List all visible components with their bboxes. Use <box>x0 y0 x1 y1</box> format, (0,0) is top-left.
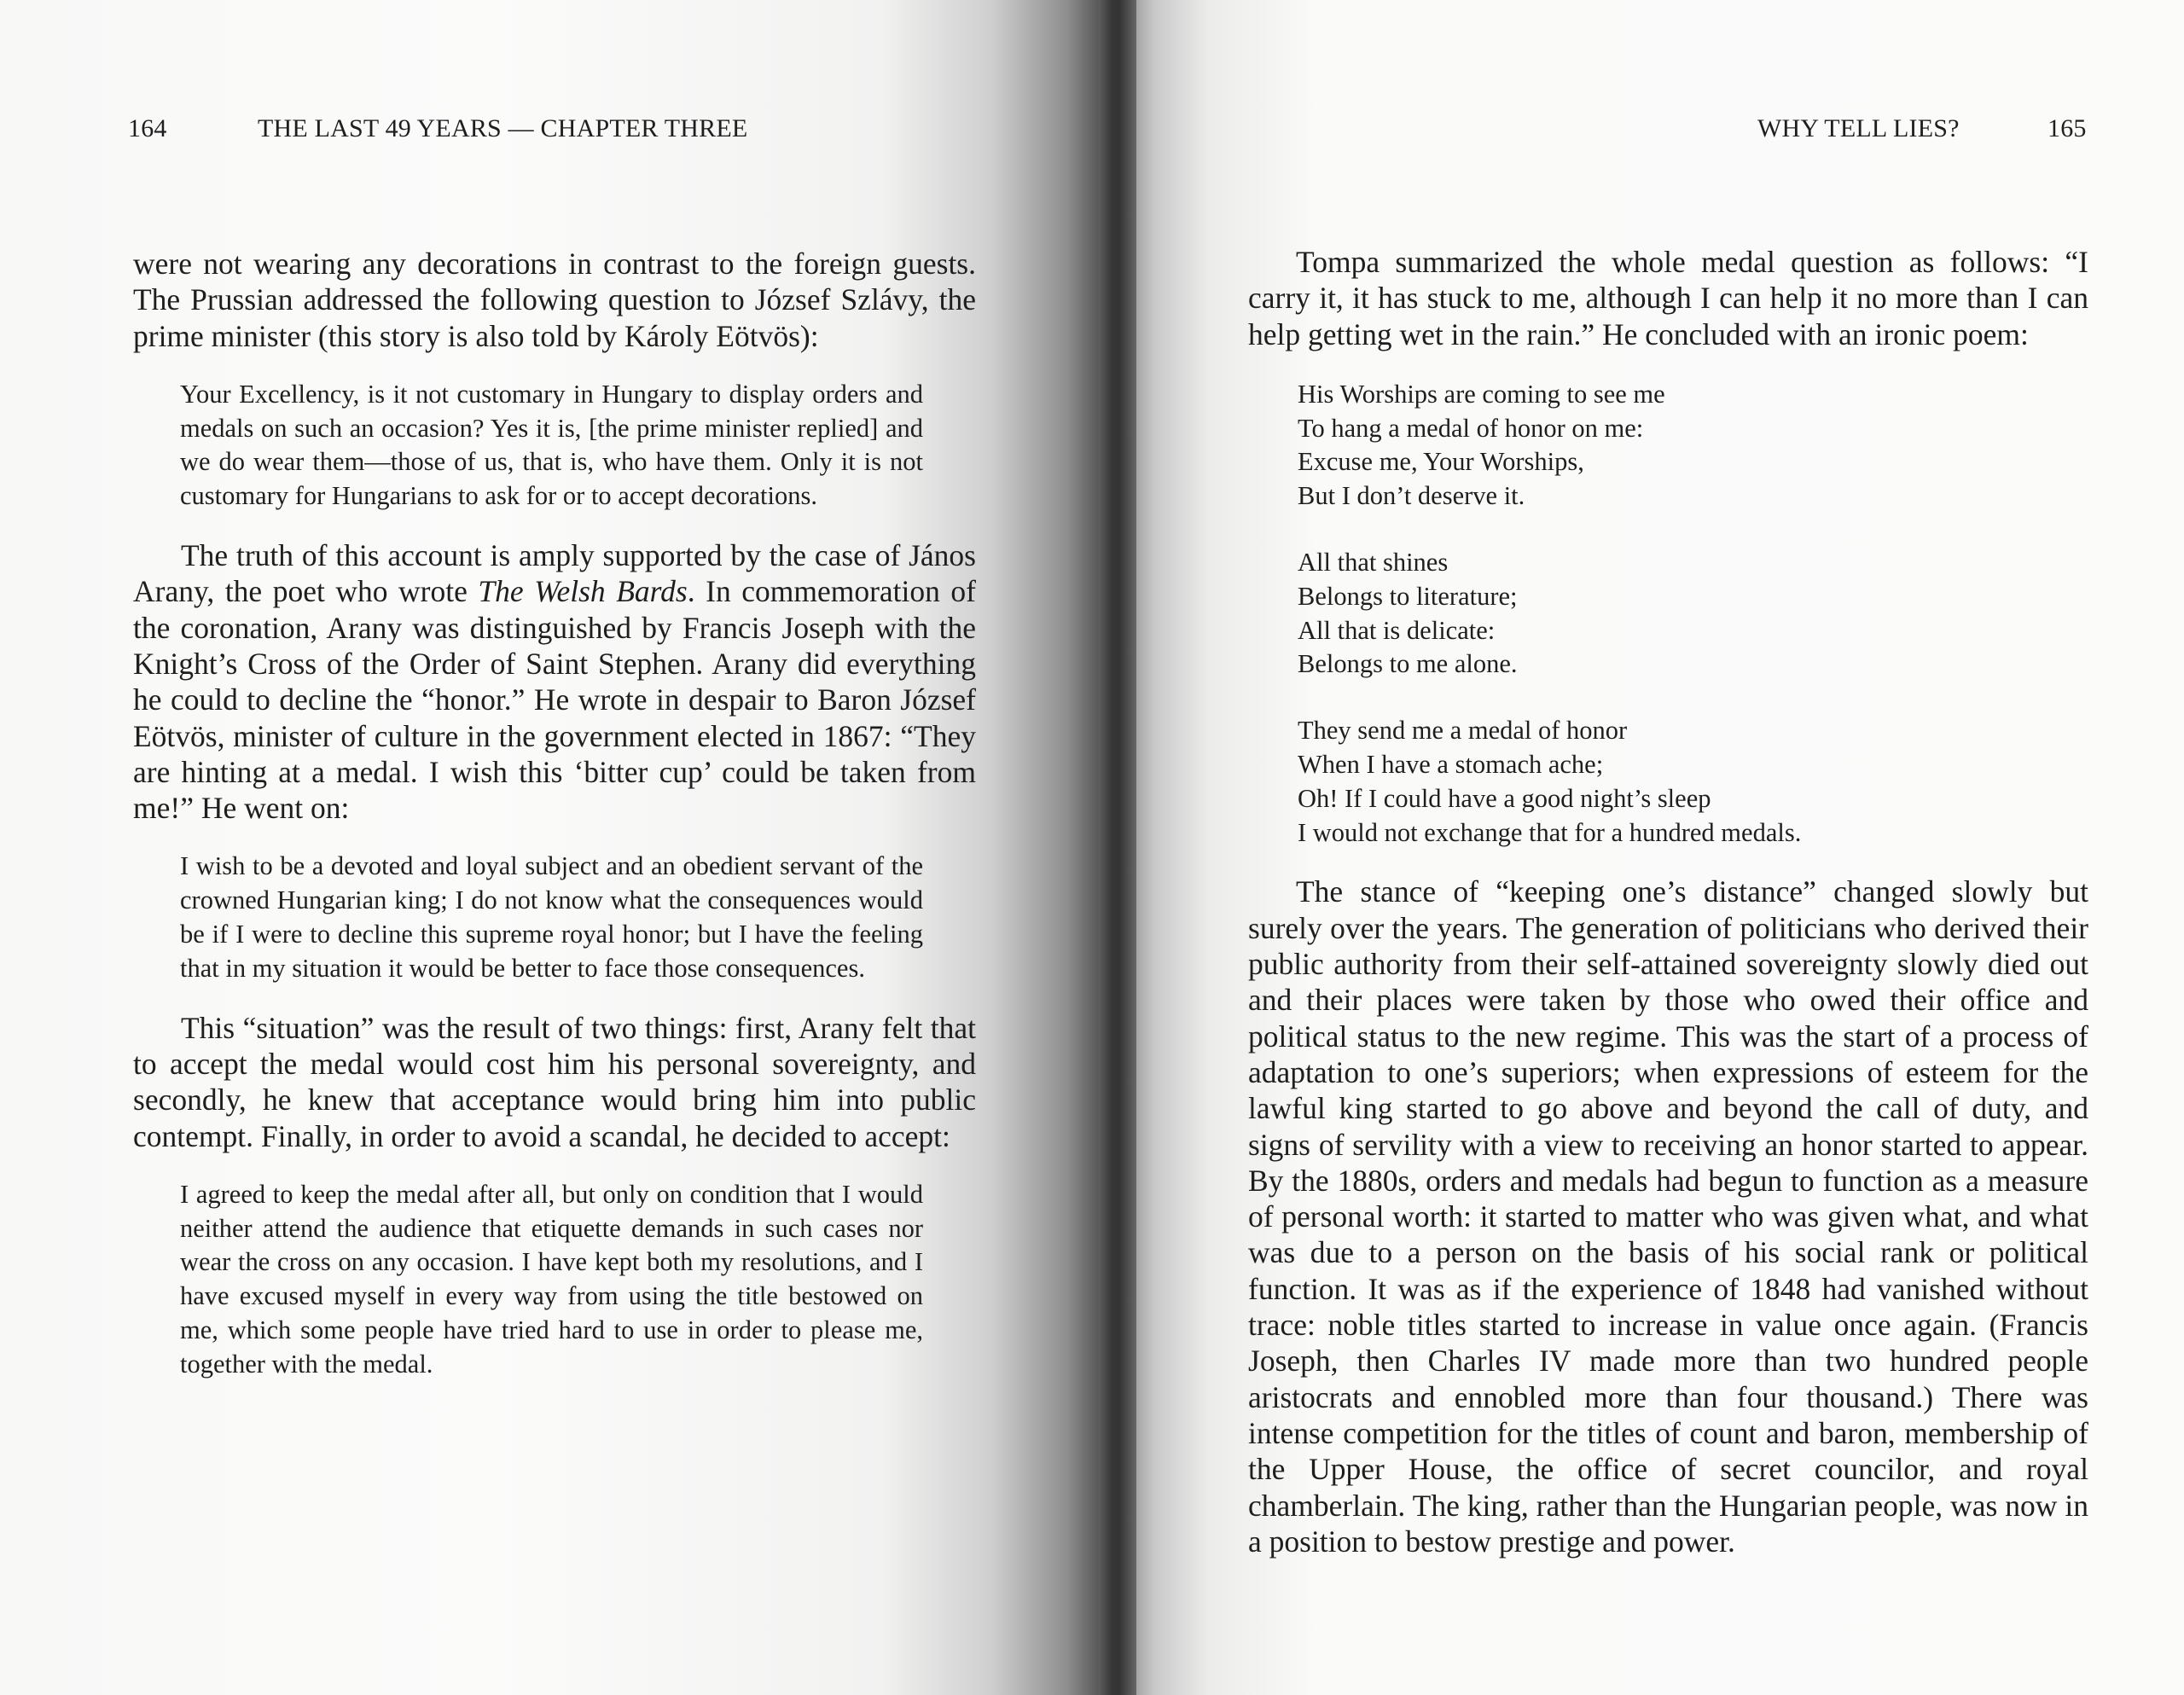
paragraph: This “situation” was the result of two things: first, Arany felt that to accept the medal would cost him his personal sovereignty, and secondly, he knew that acceptance would bring him into public contempt. Finally, in order to avoid a scandal, he decided to accept: <box>133 1010 976 1153</box>
poem-line: I would not exchange that for a hundred medals. <box>1298 817 1802 847</box>
left-body <box>133 246 976 1382</box>
block-quote: I wish to be a devoted and loyal subject and an obedient servant of the crowned Hungarian king; I do not know what the consequences would be if I were to decline this supreme royal honor; but I have the feeling that in my situation it would be better to face those consequences. <box>180 851 923 983</box>
paragraph-text: . In commemoration of the coronation, Arany was distinguished by Francis Joseph with the Knight’s Cross of the Order of Saint Stephen. Arany did everything he could to decline the “honor.” He wrote in despair to Baron József Eötvös, minister of culture in the government elected in 1867: “They are hinting at a medal. I wish this ‘bitter cup’ could be taken from me!” He went on: <box>133 574 976 826</box>
block-quote: Your Excellency, is it not customary in Hungary to display orders and medals on such an occasion? Yes it is, [the prime minister replied] and we do wear them—those of us, that is, who have them. Only it is not customary for Hungarians to ask for or to accept decorations. <box>180 379 923 511</box>
right-body <box>1248 244 2088 1559</box>
poem-line: Belongs to literature; <box>1298 581 1518 611</box>
poem-line: Oh! If I could have a good night’s sleep <box>1298 783 1711 813</box>
poem-line: When I have a stomach ache; <box>1298 750 1604 780</box>
running-head-left: THE LAST 49 YEARS — CHAPTER THREE <box>258 114 748 142</box>
page-number-right: 165 <box>2048 114 2087 142</box>
block-quote: I agreed to keep the medal after all, but only on condition that I would neither attend the audience that etiquette demands in such cases nor wear the cross on any occasion. I have kept both my resolutions, and I have excused myself in every way from using the title bestowed on me, which some people have tried hard to use in order to please me, together with the medal. <box>180 1179 923 1379</box>
poem-line: All that shines <box>1298 548 1449 578</box>
paragraph-text: The truth of this account is amply supported by the case of János Arany, the poet who wrote <box>133 538 976 609</box>
paragraph: were not wearing any decorations in contrast to the foreign guests. The Prussian addressed the following question to József Szlávy, the prime minister (this story is also told by Károly Eötvös): <box>133 247 976 353</box>
paragraph <box>133 537 976 826</box>
book-gutter <box>1099 0 1136 1695</box>
poem-line: Belongs to me alone. <box>1298 649 1518 679</box>
poem-line: But I don’t deserve it. <box>1298 481 1525 511</box>
poem-line: To hang a medal of honor on me: <box>1298 413 1644 443</box>
poem-line: Excuse me, Your Worships, <box>1298 447 1584 477</box>
poem-stanza <box>1298 378 2088 514</box>
running-head-right: WHY TELL LIES? <box>1757 114 1960 142</box>
poem-line: His Worships are coming to see me <box>1298 379 1665 409</box>
book-title: The Welsh Bards <box>478 574 688 609</box>
poem <box>1298 378 2088 850</box>
poem-stanza <box>1298 546 2088 682</box>
poem-line: They send me a medal of honor <box>1298 716 1628 746</box>
paragraph: Tompa summarized the whole medal question as follows: “I carry it, it has stuck to me, although I can help it no more than I can help getting wet in the rain.” He concluded with an ironic poem: <box>1248 245 2088 351</box>
paragraph: The stance of “keeping one’s distance” changed slowly but surely over the years. The generation of politicians who derived their public authority from their self-attained sovereignty slowly died out and their places were taken by those who owed their office and political status to the new regime. This was the start of a process of adaptation to one’s superiors; when expressions of esteem for the lawful king started to go above and beyond the call of duty, and signs of servility with a view to receiving an honor started to appear. By the 1880s, orders and medals had begun to function as a measure of personal worth: it started to matter who was given what, and what was due to a person on the basis of his social rank or political function. It was as if the experience of 1848 had vanished without trace: noble titles started to increase in value once again. (Francis Joseph, then Charles IV made more than two hundred people aristocrats and ennobled more than four thousand.) There was intense competition for the titles of count and baron, membership of the Upper House, the office of secret councilor, and royal chamberlain. The king, rather than the Hungarian people, was now in a position to bestow prestige and power. <box>1248 874 2088 1559</box>
page-number-left: 164 <box>128 114 167 142</box>
right-page <box>1101 0 2184 1695</box>
poem-line: All that is delicate: <box>1298 615 1496 645</box>
poem-stanza <box>1298 714 2088 850</box>
